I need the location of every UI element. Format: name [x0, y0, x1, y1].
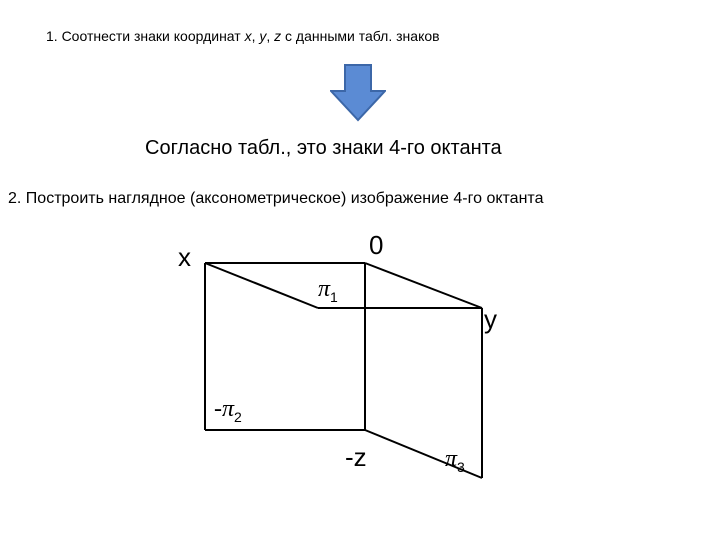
pi3-symbol: π [445, 446, 458, 472]
pi1-edge-diagonal [205, 263, 318, 308]
diagram-lines [205, 263, 482, 478]
coord-x: x [244, 28, 252, 44]
pi2-prefix: - [214, 396, 222, 422]
coord-y: y [259, 28, 267, 44]
pi3-subscript: 3 [457, 459, 465, 475]
pi1-subscript: 1 [330, 289, 338, 305]
label-y: y [484, 304, 497, 334]
pi1-symbol: π [318, 276, 331, 302]
coord-z: z [274, 28, 282, 44]
separator: , [251, 28, 260, 44]
label-pi3 [445, 446, 465, 475]
label-minus-z: -z [345, 442, 367, 472]
conclusion-text: Согласно табл., это знаки 4-го октанта [145, 137, 502, 159]
task-step-2: 2. Построить наглядное (аксонометрическое) изображение 4-го октанта [8, 190, 544, 207]
separator: , [266, 28, 275, 44]
label-pi1 [318, 276, 338, 305]
pi2-subscript: 2 [234, 409, 242, 425]
step-1-text: 1. Соотнести знаки координат [46, 28, 245, 44]
label-origin: 0 [369, 230, 384, 260]
label-minus-pi2 [214, 396, 242, 425]
axis-y [365, 263, 482, 308]
label-x: x [178, 242, 191, 272]
pi2-symbol: π [222, 396, 235, 422]
step-1-tail: с данными табл. знаков [281, 28, 440, 44]
